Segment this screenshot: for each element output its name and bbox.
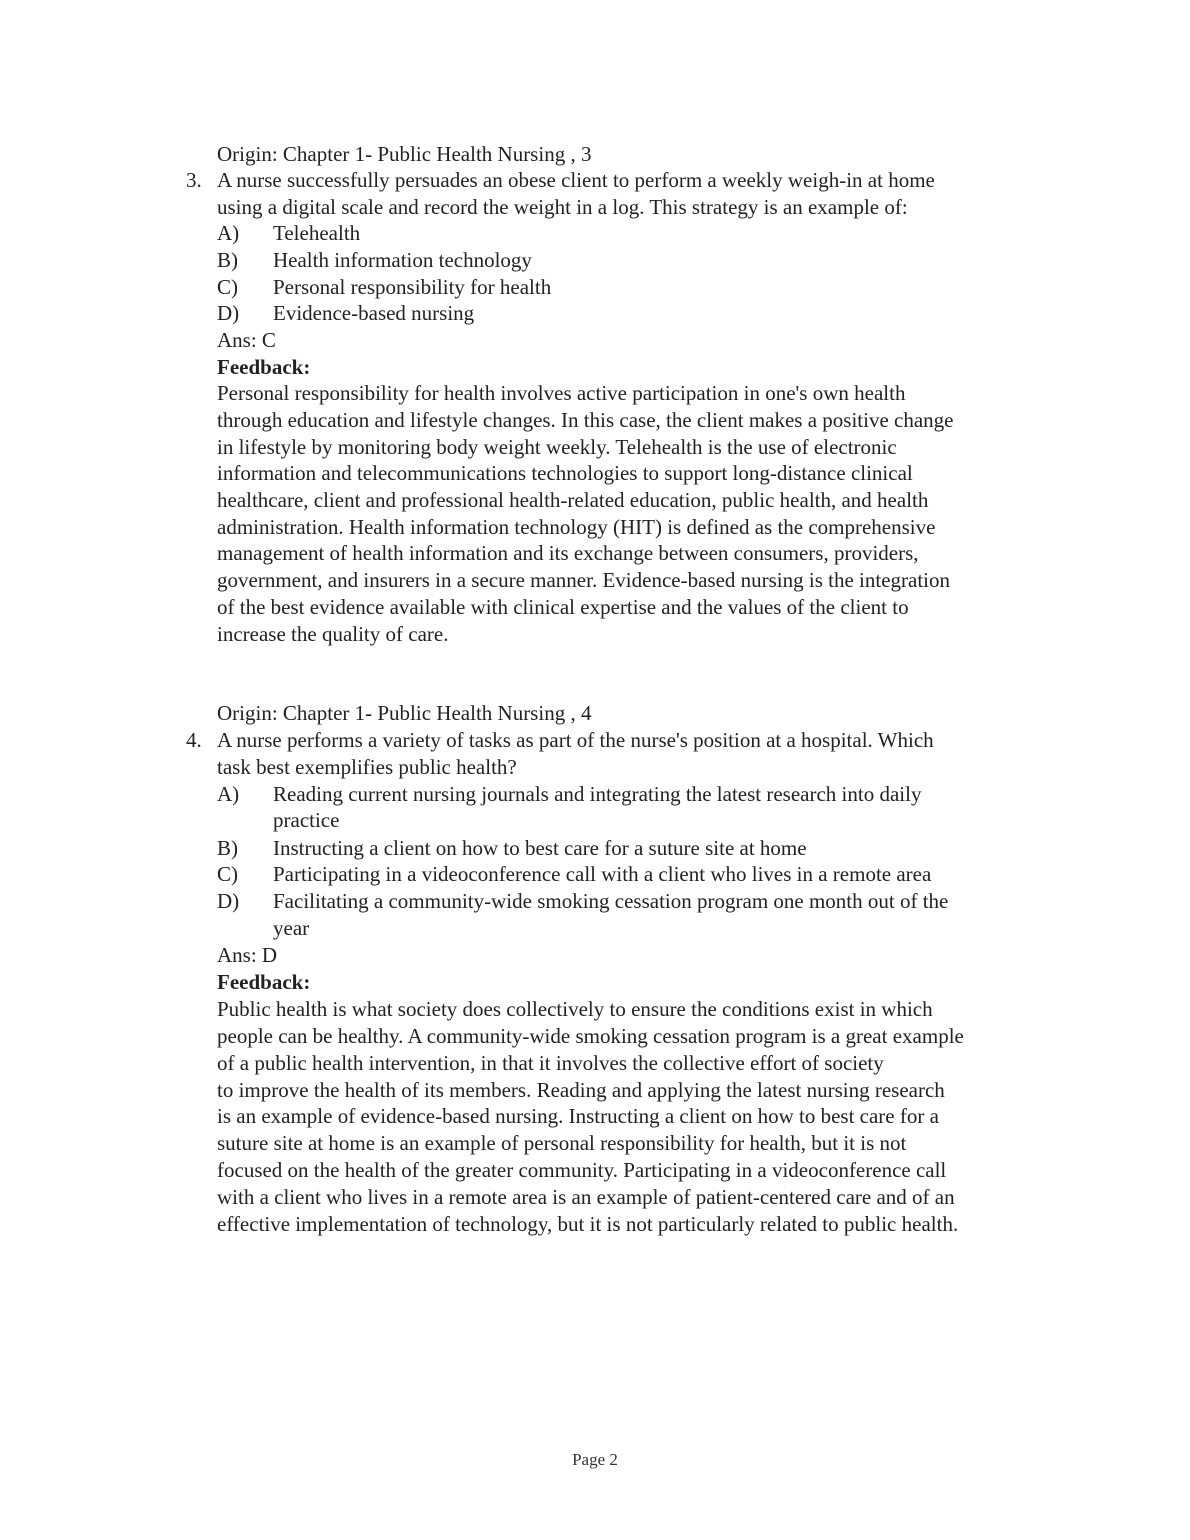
feedback-line: people can be healthy. A community-wide smoking cessation program is a great example: [217, 1024, 964, 1048]
option-text: Participating in a videoconference call with a client who lives in a remote area: [273, 862, 932, 886]
question-origin: Origin: Chapter 1- Public Health Nursing , 3: [217, 142, 592, 166]
option-letter: A): [217, 221, 240, 245]
feedback-line: to improve the health of its members. Reading and applying the latest nursing research: [217, 1078, 945, 1102]
option-text-continued: practice: [273, 808, 340, 832]
option-text: Reading current nursing journals and integrating the latest research into daily: [273, 782, 922, 806]
option-text-continued: year: [273, 916, 310, 940]
option-text: Facilitating a community-wide smoking cessation program one month out of the: [273, 889, 949, 913]
feedback-line: of a public health intervention, in that it involves the collective effort of society: [217, 1051, 884, 1075]
feedback-line: through education and lifestyle changes. In this case, the client makes a positive change: [217, 408, 954, 432]
option-letter: D): [217, 301, 240, 325]
feedback-line: administration. Health information technology (HIT) is defined as the comprehensive: [217, 515, 936, 539]
question-stem-line: task best exemplifies public health?: [217, 755, 517, 779]
feedback-line: Public health is what society does collectively to ensure the conditions exist in which: [217, 997, 933, 1021]
feedback-line: suture site at home is an example of personal responsibility for health, but it is not: [217, 1131, 907, 1155]
feedback-line: focused on the health of the greater community. Participating in a videoconference call: [217, 1158, 947, 1182]
answer-key: Ans: D: [217, 943, 278, 967]
question-stem-line: A nurse performs a variety of tasks as part of the nurse's position at a hospital. Which: [217, 728, 934, 752]
feedback-line: is an example of evidence-based nursing. Instructing a client on how to best care for a: [217, 1104, 939, 1128]
feedback-line: information and telecommunications technologies to support long-distance clinical: [217, 461, 913, 485]
page-number: Page 2: [572, 1450, 618, 1469]
option-letter: C): [217, 862, 238, 886]
question-origin: Origin: Chapter 1- Public Health Nursing , 4: [217, 701, 592, 725]
option-text: Evidence-based nursing: [273, 301, 475, 325]
question-number: 4.: [186, 728, 202, 752]
feedback-line: healthcare, client and professional health-related education, public health, and health: [217, 488, 929, 512]
option-letter: C): [217, 275, 238, 299]
option-text: Instructing a client on how to best care for a suture site at home: [273, 836, 807, 860]
option-text: Health information technology: [273, 248, 532, 272]
question-number: 3.: [186, 168, 202, 192]
option-text: Personal responsibility for health: [273, 275, 552, 299]
question-stem-line: A nurse successfully persuades an obese client to perform a weekly weigh-in at home: [217, 168, 935, 192]
option-letter: B): [217, 248, 238, 272]
feedback-line: management of health information and its exchange between consumers, providers,: [217, 541, 919, 565]
feedback-line: of the best evidence available with clinical expertise and the values of the client to: [217, 595, 909, 619]
feedback-line: increase the quality of care.: [217, 622, 449, 646]
option-letter: D): [217, 889, 240, 913]
option-letter: A): [217, 782, 240, 806]
question-stem-line: using a digital scale and record the weight in a log. This strategy is an example of:: [217, 195, 908, 219]
feedback-line: in lifestyle by monitoring body weight weekly. Telehealth is the use of electronic: [217, 435, 897, 459]
option-letter: B): [217, 836, 238, 860]
feedback-heading: Feedback:: [217, 970, 311, 994]
feedback-heading: Feedback:: [217, 355, 311, 379]
feedback-line: Personal responsibility for health involves active participation in one's own health: [217, 381, 906, 405]
feedback-line: government, and insurers in a secure manner. Evidence-based nursing is the integration: [217, 568, 951, 592]
feedback-line: with a client who lives in a remote area is an example of patient-centered care and of an: [217, 1185, 955, 1209]
option-text: Telehealth: [273, 221, 361, 245]
feedback-line: effective implementation of technology, but it is not particularly related to public health.: [217, 1212, 959, 1236]
answer-key: Ans: C: [217, 328, 276, 352]
